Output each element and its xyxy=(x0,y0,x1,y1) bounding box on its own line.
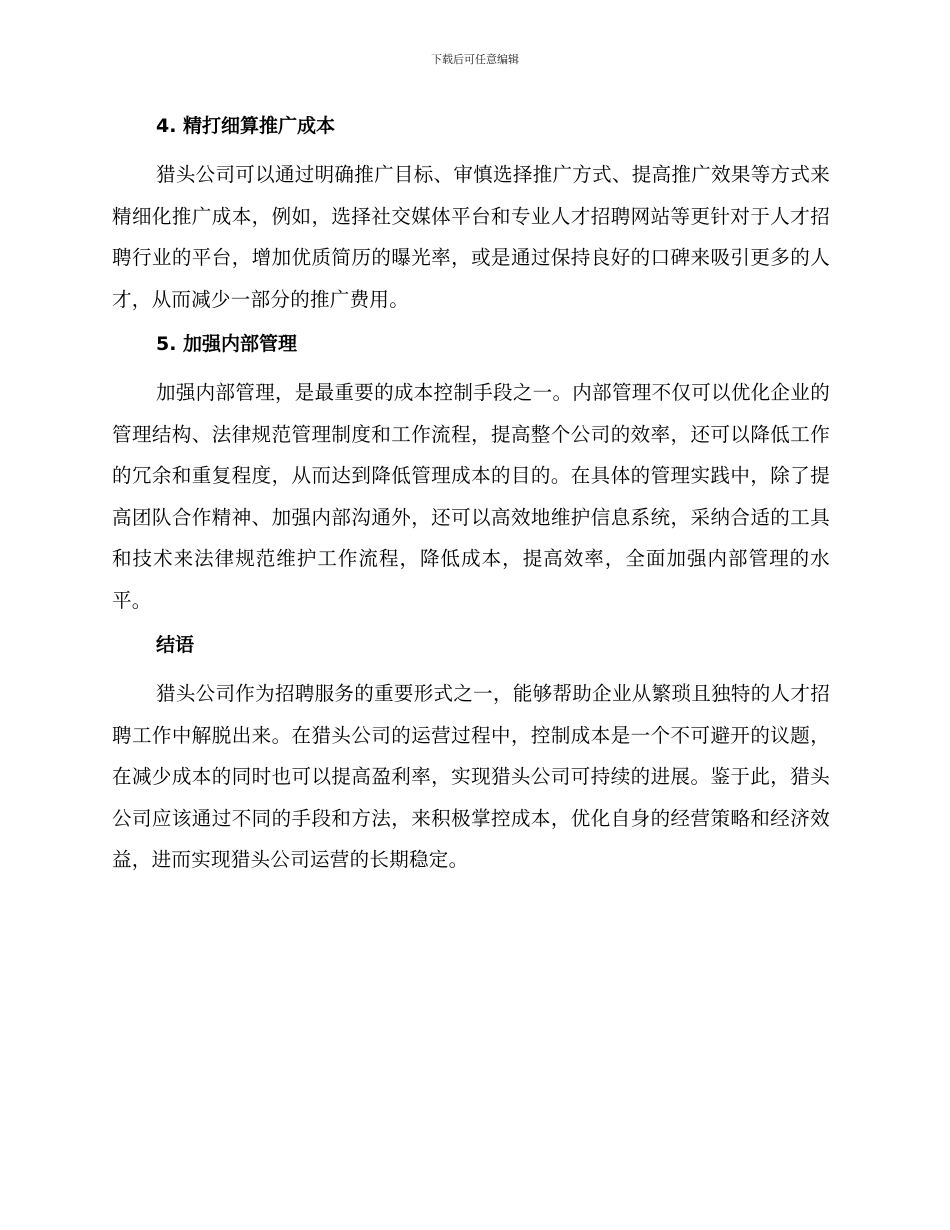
section-heading: 结语 xyxy=(156,634,195,656)
section-promotion-cost xyxy=(112,108,830,320)
section-internal-management xyxy=(112,326,830,621)
section-heading: 5. 加强内部管理 xyxy=(156,333,298,355)
document-body xyxy=(112,108,830,887)
section-paragraph: 猎头公司作为招聘服务的重要形式之一，能够帮助企业从繁琐且独特的人才招聘工作中解脱出来。在猎头公司的运营过程中，控制成本是一个不可避开的议题，在减少成本的同时也可以提高盈利率，实现猎头公司可持续的进展。鉴于此，猎头公司应该通过不同的手段和方法，来积极掌控成本，优化自身的经营策略和经济效益，进而实现猎头公司运营的长期稳定。 xyxy=(112,682,830,871)
section-paragraph: 猎头公司可以通过明确推广目标、审慎选择推广方式、提高推广效果等方式来精细化推广成本，例如，选择社交媒体平台和专业人才招聘网站等更针对于人才招聘行业的平台，增加优质简历的曝光率，或是通过保持良好的口碑来吸引更多的人才，从而减少一部分的推广费用。 xyxy=(112,163,830,311)
section-paragraph: 加强内部管理，是最重要的成本控制手段之一。内部管理不仅可以优化企业的管理结构、法律规范管理制度和工作流程，提高整个公司的效率，还可以降低工作的冗余和重复程度，从而达到降低管理成本的目的。在具体的管理实践中，除了提高团队合作精神、加强内部沟通外，还可以高效地维护信息系统，采纳合适的工具和技术来法律规范维护工作流程，降低成本，提高效率，全面加强内部管理的水平。 xyxy=(112,381,830,612)
section-heading: 4. 精打细算推广成本 xyxy=(156,115,336,137)
section-conclusion xyxy=(112,627,830,881)
page-header-note: 下载后可任意编辑 xyxy=(431,53,519,66)
